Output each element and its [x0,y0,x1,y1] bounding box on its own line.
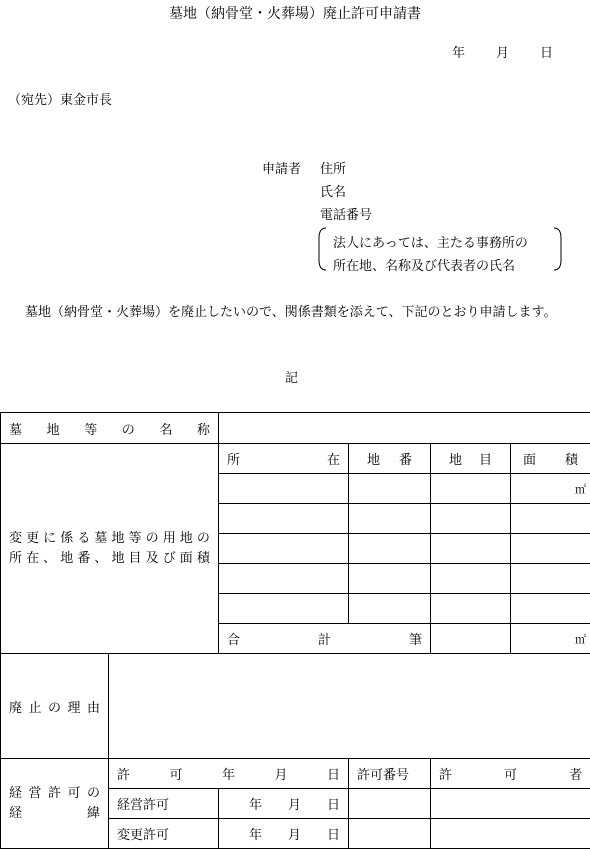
label-char: 更 [26,530,40,546]
category-cell[interactable] [431,594,511,624]
label-char: 月 [274,768,288,783]
square-meter-unit: ㎡ [575,482,587,496]
label-char: 許 [117,768,131,783]
location-cell[interactable] [219,504,349,534]
label-char: 年 [249,798,263,813]
col-header-location [219,444,349,474]
label-char: の [86,785,100,801]
label-char: 許 [47,785,61,801]
cemetery-name-field[interactable] [219,413,590,444]
corporate-note-line2: 所在地、名称及び代表者の氏名 [333,259,516,274]
label-char: 地 [367,453,381,468]
label-char: 番 [77,550,91,566]
label-char: の [121,422,135,438]
label-char: る [77,530,91,546]
label-char: 及 [145,550,159,566]
operation-permit-authority[interactable] [431,789,590,819]
applicant-phone-label: 電話番号 [320,208,373,223]
change-permit-label: 変更許可 [109,819,219,849]
location-cell[interactable] [219,474,349,504]
lot-cell[interactable] [349,534,431,564]
label-char: 係 [60,530,74,546]
label-char: 地 [60,550,74,566]
application-statement: 墓地（納骨堂・火葬場）を廃止したいので、関係書類を添えて、下記のとおり申請します。 [25,305,557,320]
label-char: 地 [111,550,125,566]
label-char: 廃 [9,700,23,716]
application-form-table [0,412,590,849]
label-char: 止 [28,700,42,716]
label-char: 営 [28,785,42,801]
category-cell[interactable] [431,474,511,504]
date-day-label: 日 [540,46,554,61]
label-char: 面 [179,550,193,566]
label-char: 筆 [409,633,423,648]
col-header-area [511,444,590,474]
label-char: 可 [169,768,183,783]
label-char: 月 [288,828,302,843]
applicant-address-label: 住所 [320,162,347,177]
abolition-reason-label [1,654,109,759]
change-permit-number[interactable] [349,819,431,849]
label-char: 地 [46,422,60,438]
label-char: 称 [196,422,210,438]
area-cell[interactable] [511,504,590,534]
operation-permit-number[interactable] [349,789,431,819]
label-char: 合 [227,633,241,648]
label-char: 、 [43,550,57,566]
abolition-reason-field[interactable] [109,654,590,759]
permit-date-header [109,759,349,789]
label-char: 年 [249,828,263,843]
change-permit-date[interactable] [219,819,349,849]
lot-cell[interactable] [349,504,431,534]
permit-authority-header [431,759,590,789]
area-cell[interactable] [511,564,590,594]
label-char: 理 [67,700,81,716]
change-permit-authority[interactable] [431,819,590,849]
permit-number-header: 許可番号 [349,759,431,789]
label-char: 目 [128,550,142,566]
addressee: （宛先）東金市長 [8,93,113,108]
lot-cell[interactable] [349,474,431,504]
label-char: 、 [94,550,108,566]
date-month-label: 月 [496,46,510,61]
operation-permit-date[interactable] [219,789,349,819]
label-char: 経 [9,805,23,821]
label-char: 等 [128,530,142,546]
label-char: 地 [449,453,463,468]
area-cell[interactable] [511,474,590,504]
label-char: 所 [9,550,23,566]
lot-cell[interactable] [349,564,431,594]
label-char: 由 [86,700,100,716]
label-char: に [43,530,57,546]
ki-mark: 記 [285,371,299,386]
location-cell[interactable] [219,534,349,564]
label-char: 地 [111,530,125,546]
label-char: び [162,550,176,566]
corporate-note [318,227,562,274]
label-char: の [196,530,210,546]
label-char: 面 [523,453,537,468]
label-char: 日 [327,768,341,783]
label-char: 墓 [9,422,23,438]
category-cell[interactable] [431,504,511,534]
location-cell[interactable] [219,564,349,594]
label-char: 計 [318,633,332,648]
label-char: 番 [399,453,413,468]
label-char: の [47,700,61,716]
lot-cell[interactable] [349,594,431,624]
history-label [1,759,109,849]
total-label [219,624,431,654]
category-cell[interactable] [431,564,511,594]
area-cell[interactable] [511,534,590,564]
cemetery-name-label [1,413,219,444]
land-label [1,444,219,654]
label-char: 在 [26,550,40,566]
label-char: 墓 [94,530,108,546]
label-char: 積 [565,453,579,468]
col-header-lot [349,444,431,474]
corporate-note-line1: 法人にあっては、主たる事務所の [333,236,528,251]
label-char: 月 [288,798,302,813]
label-char: 者 [569,768,583,783]
label-char: 積 [196,550,210,566]
label-char: 緯 [86,805,100,821]
label-char: 日 [327,828,341,843]
applicant-label: 申請者 [262,162,302,177]
label-char: の [145,530,159,546]
label-char: 可 [504,768,518,783]
operation-permit-label: 経営許可 [109,789,219,819]
applicant-name-label: 氏名 [320,185,347,200]
label-char: 在 [327,453,341,468]
label-char: 許 [439,768,453,783]
area-cell[interactable] [511,594,590,624]
square-meter-unit: ㎡ [575,632,587,646]
date-year-label: 年 [452,46,466,61]
label-char: 所 [227,453,241,468]
page-title: 墓地（納骨堂・火葬場）廃止許可申請書 [169,6,421,22]
location-cell[interactable] [219,594,349,624]
label-char: 年 [222,768,236,783]
total-category-cell[interactable] [431,624,511,654]
label-char: 地 [179,530,193,546]
label-char: 変 [9,530,23,546]
total-area-cell[interactable] [511,624,590,654]
label-char: 名 [159,422,173,438]
col-header-category [431,444,511,474]
label-char: 経 [9,785,23,801]
label-char: 等 [84,422,98,438]
category-cell[interactable] [431,534,511,564]
label-char: 用 [162,530,176,546]
label-char: 日 [327,798,341,813]
label-char: 可 [67,785,81,801]
label-char: 目 [479,453,493,468]
